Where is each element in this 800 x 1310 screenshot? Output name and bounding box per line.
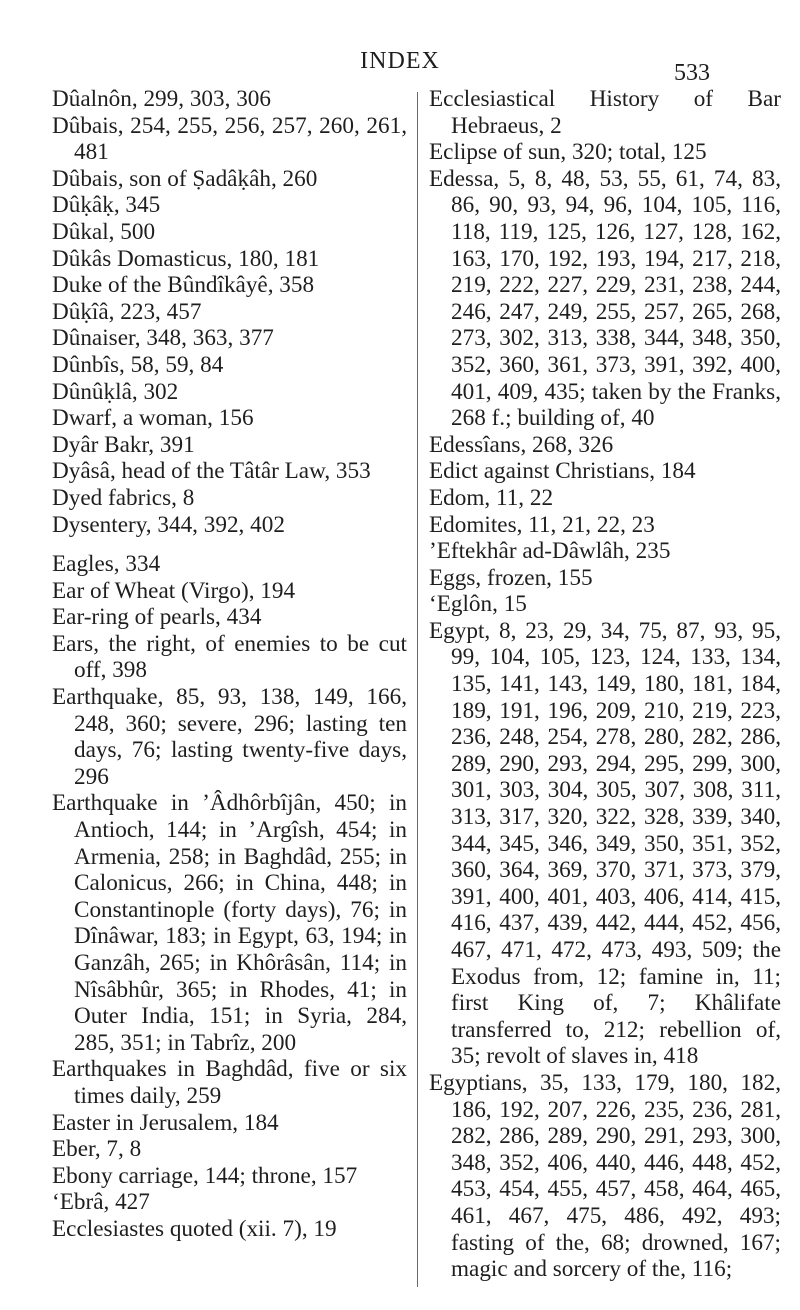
index-entry: Eggs, frozen, 155 xyxy=(429,564,593,591)
index-title: INDEX xyxy=(360,48,440,74)
page-header xyxy=(0,48,800,88)
index-entry: Easter in Jerusalem, 184 xyxy=(52,1109,279,1136)
index-entry: Egypt, 8, 23, 29, 34, 75, 87, 93, 95, 99, 104, 105, 123, 124, 133, 134, 135, 141, 143, 149, 180, 181, 184, 189, 191, 196, 209, 210, 219, 223, 236, 248, 254, 278, 280, 282, 286, 289, 290, 293, 294, 295, 299, 300, 301, 303, 304, 305, 307, 308, 311, 313, 317, 320, 322, 328, 339, 340, 344, 345, 346, 349, 350, 351, 352, 360, 364, 369, 370, 371, 373, 379, 391, 400, 401, 403, 406, 414, 415, 416, 437, 439, 442, 444, 452, 456, 467, 471, 472, 473, 493, 509; the Exodus from, 12; famine in, 11; first King of, 7; Khâlifate transferred to, 212; rebellion of, 35; revolt of slaves in, 418 xyxy=(429,617,781,1070)
index-entry: Dûkal, 500 xyxy=(52,218,156,245)
index-entry: ‘Eglôn, 15 xyxy=(429,591,527,618)
index-entry: Edom, 11, 22 xyxy=(429,484,554,511)
index-entry: Dysentery, 344, 392, 402 xyxy=(52,511,285,538)
index-entry: Earthquake, 85, 93, 138, 149, 166, 248, 360; severe, 296; lasting ten days, 76; lasting twenty-five days, 296 xyxy=(52,684,407,790)
index-column-right xyxy=(429,86,781,1283)
index-entry: Egyptians, 35, 133, 179, 180, 182, 186, 192, 207, 226, 235, 236, 281, 282, 286, 289, 290, 291, 293, 300, 348, 352, 406, 440, 446, 448, 452, 453, 454, 455, 457, 458, 464, 465, 461, 467, 475, 486, 492, 493; fasting of the, 68; drowned, 167; magic and sorcery of the, 116; xyxy=(429,1069,781,1283)
index-entry: Dûnaiser, 348, 363, 377 xyxy=(52,325,274,352)
index-entry: Dûnûḳlâ, 302 xyxy=(52,378,179,405)
index-entry: Dûḳâḳ, 345 xyxy=(52,192,161,219)
index-entry: Ear-ring of pearls, 434 xyxy=(52,604,262,631)
index-entry: Dûbais, 254, 255, 256, 257, 260, 261, 481 xyxy=(52,112,407,166)
index-entry: Edessîans, 268, 326 xyxy=(429,431,614,458)
page-number: 533 xyxy=(674,60,710,86)
index-entry: Duke of the Bûndîkâyê, 358 xyxy=(52,272,315,299)
index-entry: ’Eftekhâr ad-Dâwlâh, 235 xyxy=(429,538,671,565)
index-entry: Dûkâs Domasticus, 180, 181 xyxy=(52,245,320,272)
index-entry: Dyâsâ, head of the Tâtâr Law, 353 xyxy=(52,458,371,485)
index-entry: Ears, the right, of enemies to be cut off, 398 xyxy=(52,630,407,684)
index-entry: Edomites, 11, 21, 22, 23 xyxy=(429,511,655,538)
index-entry: Ecclesiastes quoted (xii. 7), 19 xyxy=(52,1215,337,1242)
index-entry: Ecclesiastical History of Bar Hebraeus, 2 xyxy=(429,86,781,139)
index-entry: Dyed fabrics, 8 xyxy=(52,484,195,511)
index-entry: Dûbais, son of Ṣadâḳâh, 260 xyxy=(52,165,318,192)
index-entry: Eagles, 334 xyxy=(52,551,161,578)
index-entry: Earthquake in ’Âdhôrbîjân, 450; in Antioch, 144; in ’Argîsh, 454; in Armenia, 258; in Baghdâd, 255; in Calonicus, 266; in China, 448; in Constantinople (forty days), 76; in Dînâwar, 183; in Egypt, 63, 194; in Ganzâh, 265; in Khôrâsân, 114; in Nîsâbhûr, 365; in Rhodes, 41; in Outer India, 151; in Syria, 284, 285, 351; in Tabrîz, 200 xyxy=(52,790,407,1056)
index-entry: Eber, 7, 8 xyxy=(52,1136,142,1163)
index-entry: ‘Ebrâ, 427 xyxy=(52,1189,150,1216)
index-entry: Dûnbîs, 58, 59, 84 xyxy=(52,351,224,378)
index-entry: Ear of Wheat (Virgo), 194 xyxy=(52,577,296,604)
index-entry: Dûalnôn, 299, 303, 306 xyxy=(52,86,271,112)
index-entry: Dwarf, a woman, 156 xyxy=(52,405,254,432)
index-column-left xyxy=(52,86,407,1243)
index-entry: Eclipse of sun, 320; total, 125 xyxy=(429,139,707,166)
index-entry: Edict against Christians, 184 xyxy=(429,458,696,485)
index-entry: Ebony carriage, 144; throne, 157 xyxy=(52,1162,358,1189)
index-entry: Earthquakes in Baghdâd, five or six times daily, 259 xyxy=(52,1056,407,1109)
index-entry: Edessa, 5, 8, 48, 53, 55, 61, 74, 83, 86, 90, 93, 94, 96, 104, 105, 116, 118, 119, 125, 126, 127, 128, 162, 163, 170, 192, 193, 194, 217, 218, 219, 222, 227, 229, 231, 238, 244, 246, 247, 249, 255, 257, 265, 268, 273, 302, 313, 338, 344, 348, 350, 352, 360, 361, 373, 391, 392, 400, 401, 409, 435; taken by the Franks, 268 f.; building of, 40 xyxy=(429,165,781,432)
column-divider xyxy=(417,92,418,1287)
index-entry: Dûḳîâ, 223, 457 xyxy=(52,298,202,325)
index-entry: Dyâr Bakr, 391 xyxy=(52,431,195,458)
